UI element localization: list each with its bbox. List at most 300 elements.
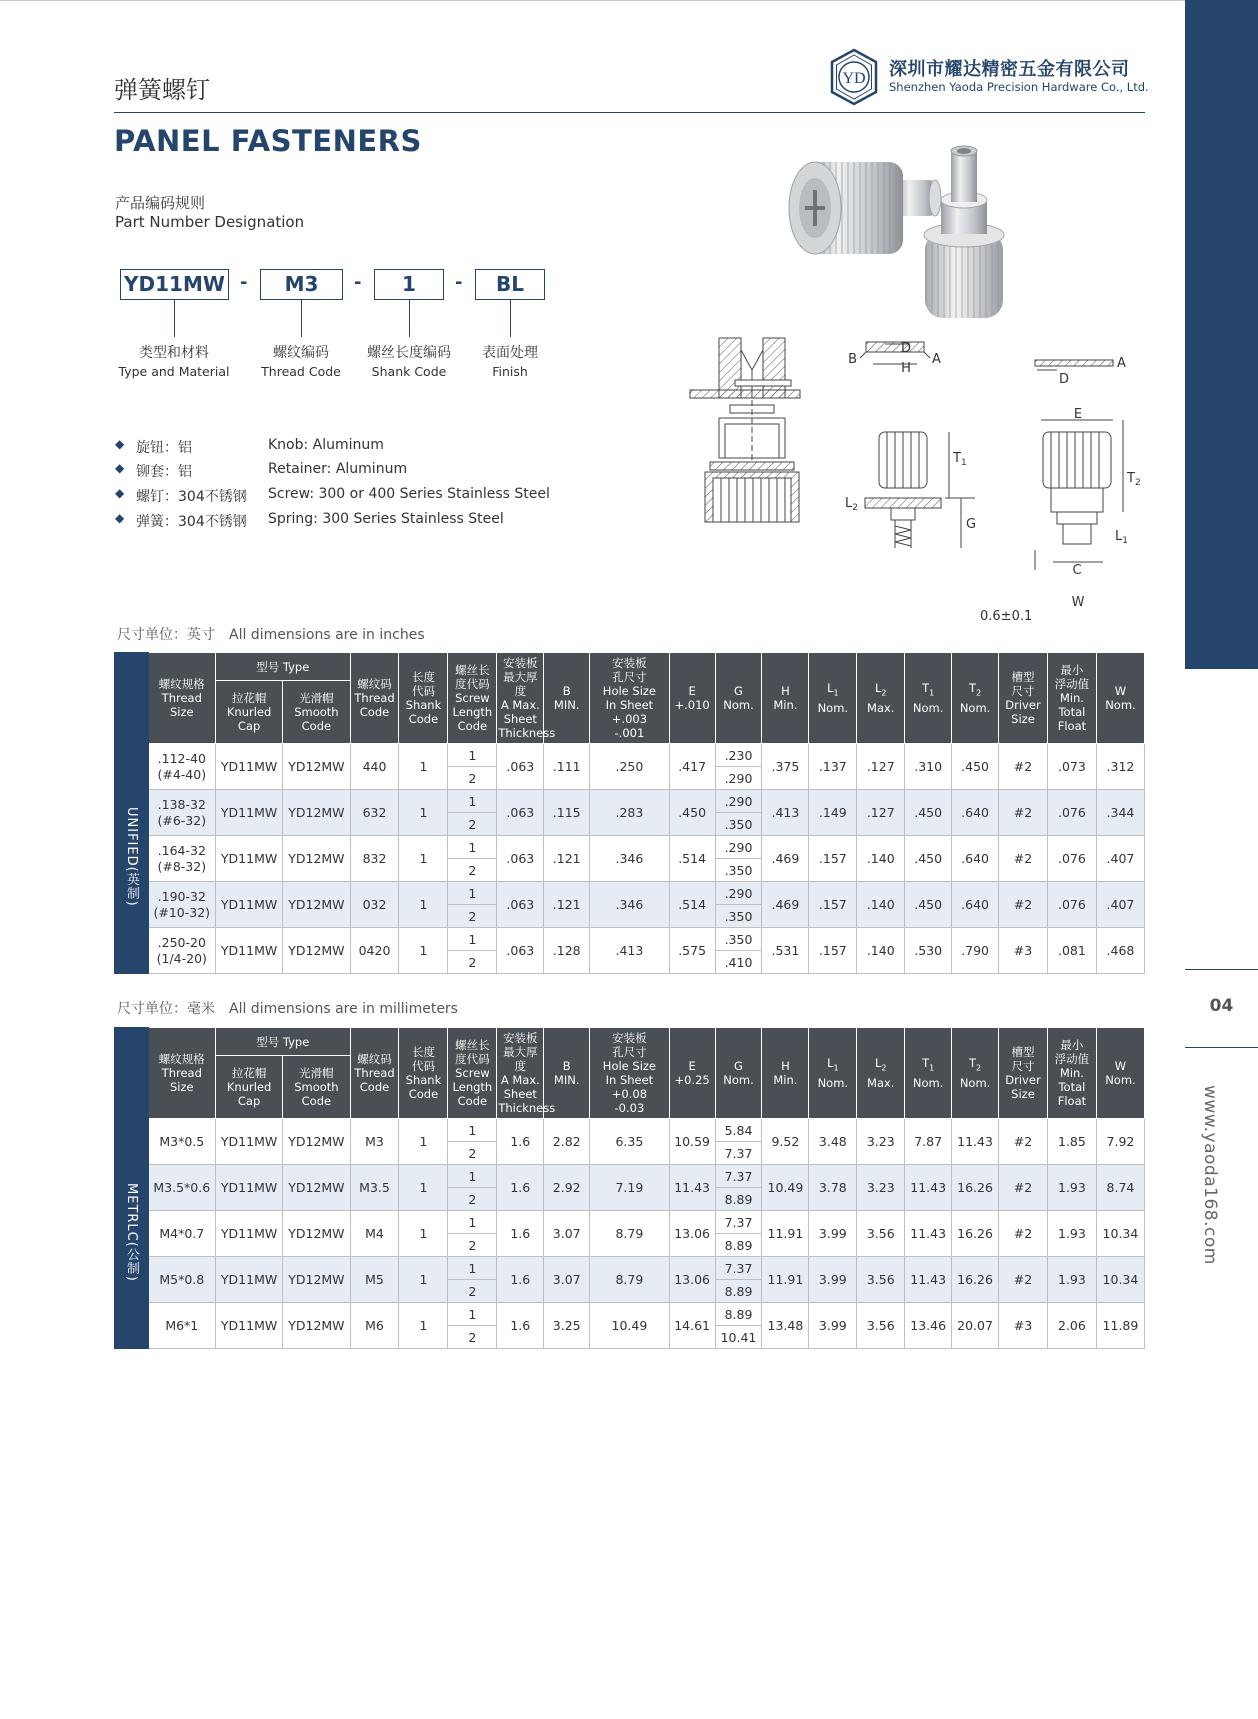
top-border (0, 0, 1258, 1)
cell-l2: 3.56 (857, 1257, 905, 1303)
code-thread: M3 (260, 269, 343, 300)
cell-w: .407 (1096, 882, 1144, 928)
cell-screw-length: 2 (448, 813, 497, 836)
cell-h: .469 (762, 836, 809, 882)
cell-shank-code: 1 (399, 744, 448, 790)
cell-l1: 3.78 (809, 1165, 857, 1211)
cell-thread-code: M6 (350, 1303, 399, 1349)
cell-sheet-thickness: 1.6 (497, 1257, 544, 1303)
cell-b: 2.82 (544, 1119, 590, 1165)
cell-screw-length: 1 (448, 744, 497, 767)
code-shank: 1 (374, 269, 444, 300)
cell-knurled-cap: YD11MW (215, 744, 282, 790)
cell-smooth-cap: YD12MW (283, 928, 350, 974)
installed-view (865, 432, 975, 548)
cell-h: 9.52 (762, 1119, 809, 1165)
metric-dimension-table (114, 1027, 1145, 1349)
cell-l2: 3.56 (857, 1211, 905, 1257)
cell-driver-size: #2 (999, 1165, 1048, 1211)
header-knurled-cap: 拉花帽 Knurled Cap (215, 1056, 282, 1119)
cell-knurled-cap: YD11MW (215, 790, 282, 836)
cell-t2: 16.26 (952, 1257, 999, 1303)
header-shank-code: 长度 代码 Shank Code (399, 653, 448, 744)
svg-text:E: E (1073, 407, 1083, 422)
cell-w: .468 (1096, 928, 1144, 974)
header-t2: $T_2$ Nom. (952, 1028, 999, 1119)
cell-l1: 3.48 (809, 1119, 857, 1165)
header-b: B MIN. (544, 1028, 590, 1119)
cell-e: .514 (669, 836, 715, 882)
svg-text:W: W (1071, 595, 1085, 610)
cell-driver-size: #2 (999, 1257, 1048, 1303)
cell-e: .417 (669, 744, 715, 790)
cell-l1: 3.99 (809, 1303, 857, 1349)
cell-g: 7.37 (715, 1211, 762, 1234)
cell-h: .375 (762, 744, 809, 790)
metric-system-label: METRLC(公制) (115, 1119, 149, 1349)
diamond-bullet-icon: ◆ (115, 511, 125, 525)
header-w: W Nom. (1096, 1028, 1144, 1119)
header-total-float: 最小 浮动值 Min. Total Float (1047, 653, 1096, 744)
cell-t1: 11.43 (905, 1165, 952, 1211)
cell-sheet-thickness: .063 (497, 928, 544, 974)
system-corner (115, 653, 149, 744)
code-leader-line (409, 300, 410, 337)
code-separator: - (240, 272, 248, 293)
cell-e: 14.61 (669, 1303, 715, 1349)
cell-g: .230 (715, 744, 762, 767)
cell-g: .410 (715, 951, 762, 974)
header-smooth-cap: 光滑帽 Smooth Code (283, 1056, 350, 1119)
cell-knurled-cap: YD11MW (215, 1165, 282, 1211)
inch-unit-label: 尺寸单位：英寸 All dimensions are in inches (117, 627, 425, 643)
cell-l1: 3.99 (809, 1211, 857, 1257)
cell-thread-size: .112-40 (#4-40) (148, 744, 215, 790)
page-number: 04 (1209, 996, 1234, 1016)
cell-shank-code: 1 (399, 790, 448, 836)
cell-t2: .640 (952, 882, 999, 928)
code-label-thread: 螺纹编码 Thread Code (261, 345, 341, 379)
cell-shank-code: 1 (399, 1211, 448, 1257)
cell-knurled-cap: YD11MW (215, 836, 282, 882)
cell-driver-size: #2 (999, 882, 1048, 928)
cell-smooth-cap: YD12MW (283, 1165, 350, 1211)
metric-unit-label: 尺寸单位：毫米 All dimensions are in millimeters (117, 1001, 458, 1017)
cell-l2: .127 (857, 744, 905, 790)
inch-system-label: UNIFIED(英制) (115, 744, 149, 974)
cell-hole-size: 7.19 (590, 1165, 670, 1211)
cell-h: .413 (762, 790, 809, 836)
svg-text:L2: $L_2$ (845, 496, 858, 513)
cell-screw-length: 1 (448, 836, 497, 859)
header-t2: $T_2$ Nom. (952, 653, 999, 744)
code-label-finish: 表面处理 Finish (482, 345, 538, 379)
header-type: 型号 Type (215, 1028, 350, 1056)
table-row (115, 836, 1145, 859)
cell-screw-length: 1 (448, 1211, 497, 1234)
cell-g: 8.89 (715, 1303, 762, 1326)
cell-thread-size: M3*0.5 (148, 1119, 215, 1165)
cell-sheet-thickness: 1.6 (497, 1303, 544, 1349)
cell-sheet-thickness: .063 (497, 744, 544, 790)
cell-h: 13.48 (762, 1303, 809, 1349)
header-e: E +.010 (669, 653, 715, 744)
cell-w: 10.34 (1096, 1257, 1144, 1303)
cell-shank-code: 1 (399, 1257, 448, 1303)
side-view (1035, 420, 1123, 570)
cell-thread-size: M6*1 (148, 1303, 215, 1349)
cell-hole-size: 10.49 (590, 1303, 670, 1349)
cell-screw-length: 2 (448, 1142, 497, 1165)
svg-text:D: D (1058, 372, 1070, 387)
cell-shank-code: 1 (399, 836, 448, 882)
svg-text:H: H (901, 361, 911, 376)
diamond-bullet-icon: ◆ (115, 437, 125, 451)
cell-b: 3.07 (544, 1257, 590, 1303)
product-photo (775, 140, 1015, 325)
header-t1: $T_1$ Nom. (905, 1028, 952, 1119)
cell-t1: .310 (905, 744, 952, 790)
cell-hole-size: 8.79 (590, 1211, 670, 1257)
cell-total-float: .081 (1047, 928, 1096, 974)
cell-screw-length: 1 (448, 1165, 497, 1188)
header-driver-size: 槽型 尺寸 Driver Size (999, 1028, 1048, 1119)
cell-h: .531 (762, 928, 809, 974)
cell-sheet-thickness: .063 (497, 882, 544, 928)
cell-l1: .137 (809, 744, 857, 790)
header-smooth-cap: 光滑帽 Smooth Code (283, 681, 350, 744)
cell-hole-size: 8.79 (590, 1257, 670, 1303)
cell-screw-length: 2 (448, 1280, 497, 1303)
cell-screw-length: 2 (448, 767, 497, 790)
code-type-material: YD11MW (120, 269, 229, 300)
cell-l1: .149 (809, 790, 857, 836)
table-row (115, 744, 1145, 767)
cell-screw-length: 2 (448, 1234, 497, 1257)
technical-drawing (685, 330, 1145, 630)
header-t1: $T_1$ Nom. (905, 653, 952, 744)
cell-t1: 11.43 (905, 1257, 952, 1303)
cell-smooth-cap: YD12MW (283, 836, 350, 882)
cell-knurled-cap: YD11MW (215, 1211, 282, 1257)
cell-shank-code: 1 (399, 882, 448, 928)
cell-driver-size: #3 (999, 928, 1048, 974)
cell-screw-length: 1 (448, 1303, 497, 1326)
svg-text:D: D (900, 341, 912, 356)
cell-thread-size: .190-32 (#10-32) (148, 882, 215, 928)
header-thread-code: 螺纹码 Thread Code (350, 1028, 399, 1119)
header-w: W Nom. (1096, 653, 1144, 744)
table-row (115, 928, 1145, 951)
table-row (115, 1211, 1145, 1234)
cell-t2: .790 (952, 928, 999, 974)
cell-g: .350 (715, 928, 762, 951)
code-separator: - (455, 272, 463, 293)
cell-total-float: 1.93 (1047, 1211, 1096, 1257)
cell-e: 13.06 (669, 1211, 715, 1257)
cell-total-float: 1.93 (1047, 1165, 1096, 1211)
cell-hole-size: 6.35 (590, 1119, 670, 1165)
header-g: G Nom. (715, 1028, 762, 1119)
svg-text:G: G (966, 517, 977, 532)
header-shank-code: 长度 代码 Shank Code (399, 1028, 448, 1119)
cell-b: .121 (544, 836, 590, 882)
cell-screw-length: 2 (448, 905, 497, 928)
section-view (690, 338, 800, 522)
cell-smooth-cap: YD12MW (283, 1257, 350, 1303)
cell-g: .350 (715, 905, 762, 928)
website-url: www.yaoda168.com (1200, 1085, 1220, 1265)
cell-b: 3.25 (544, 1303, 590, 1349)
cell-g: .290 (715, 767, 762, 790)
cell-shank-code: 1 (399, 1165, 448, 1211)
cell-thread-size: .250-20 (1/4-20) (148, 928, 215, 974)
table-row (115, 1119, 1145, 1142)
diamond-bullet-icon: ◆ (115, 461, 125, 475)
cell-b: .115 (544, 790, 590, 836)
cell-hole-size: .346 (590, 882, 670, 928)
logo-text: YD (842, 70, 866, 87)
side-labels (980, 407, 1141, 624)
cell-w: 8.74 (1096, 1165, 1144, 1211)
cell-thread-code: M4 (350, 1211, 399, 1257)
table-row (115, 1303, 1145, 1326)
cell-h: 11.91 (762, 1211, 809, 1257)
designation-title-cn: 产品编码规则 (115, 194, 206, 212)
cell-total-float: .073 (1047, 744, 1096, 790)
header-type: 型号 Type (215, 653, 350, 681)
cell-g: .290 (715, 790, 762, 813)
cell-t1: 13.46 (905, 1303, 952, 1349)
code-leader-line (510, 300, 511, 337)
cell-driver-size: #2 (999, 836, 1048, 882)
cell-shank-code: 1 (399, 1303, 448, 1349)
designation-title-en: Part Number Designation (115, 213, 305, 231)
cell-screw-length: 2 (448, 859, 497, 882)
cell-g: .290 (715, 836, 762, 859)
cell-b: .111 (544, 744, 590, 790)
table-row (115, 1165, 1145, 1188)
cell-thread-size: M3.5*0.6 (148, 1165, 215, 1211)
washer-detail (1035, 360, 1113, 370)
cell-screw-length: 1 (448, 882, 497, 905)
cell-e: 11.43 (669, 1165, 715, 1211)
cell-t2: .640 (952, 790, 999, 836)
header-h: H Min. (762, 1028, 809, 1119)
cell-t2: .450 (952, 744, 999, 790)
cell-e: .514 (669, 882, 715, 928)
cell-l2: 3.23 (857, 1165, 905, 1211)
header-thread-size: 螺纹规格 Thread Size (148, 1028, 215, 1119)
cell-hole-size: .250 (590, 744, 670, 790)
cell-h: 10.49 (762, 1165, 809, 1211)
cell-screw-length: 1 (448, 1119, 497, 1142)
company-name-en: Shenzhen Yaoda Precision Hardware Co., Ltd. (889, 80, 1149, 94)
cell-t1: 7.87 (905, 1119, 952, 1165)
cell-e: .450 (669, 790, 715, 836)
cell-smooth-cap: YD12MW (283, 882, 350, 928)
cell-t2: 11.43 (952, 1119, 999, 1165)
cell-g: 7.37 (715, 1257, 762, 1280)
cell-l1: .157 (809, 882, 857, 928)
side-rule-lower (1185, 1047, 1258, 1048)
cell-t2: 16.26 (952, 1165, 999, 1211)
side-rule-upper (1185, 969, 1258, 970)
cell-g: .350 (715, 813, 762, 836)
cell-driver-size: #2 (999, 744, 1048, 790)
header-l1: $L_1$ Nom. (809, 1028, 857, 1119)
cell-driver-size: #2 (999, 1211, 1048, 1257)
header-g: G Nom. (715, 653, 762, 744)
cell-total-float: .076 (1047, 836, 1096, 882)
cell-thread-code: 440 (350, 744, 399, 790)
cell-l2: .127 (857, 790, 905, 836)
cell-thread-code: M3 (350, 1119, 399, 1165)
code-separator: - (354, 272, 362, 293)
cell-shank-code: 1 (399, 928, 448, 974)
cell-b: .128 (544, 928, 590, 974)
svg-text:T2: $T_2$ (1127, 471, 1141, 488)
header-thread-code: 螺纹码 Thread Code (350, 653, 399, 744)
code-finish: BL (475, 269, 545, 300)
cell-g: .290 (715, 882, 762, 905)
cell-t1: 11.43 (905, 1211, 952, 1257)
table-row (115, 882, 1145, 905)
cell-screw-length: 1 (448, 928, 497, 951)
cell-screw-length: 2 (448, 1326, 497, 1349)
cell-smooth-cap: YD12MW (283, 1119, 350, 1165)
cell-driver-size: #2 (999, 790, 1048, 836)
header-hole-size: 安装板 孔尺寸 Hole Size In Sheet +0.08 -0.03 (590, 1028, 670, 1119)
cell-b: 2.92 (544, 1165, 590, 1211)
header-driver-size: 槽型 尺寸 Driver Size (999, 653, 1048, 744)
header-sheet-thickness: 安装板 最大厚度 A Max. Sheet Thickness (497, 653, 544, 744)
header-e: E +0.25 (669, 1028, 715, 1119)
header-b: B MIN. (544, 653, 590, 744)
cell-h: .469 (762, 882, 809, 928)
cell-shank-code: 1 (399, 1119, 448, 1165)
tolerance-label: 0.6±0.1 (980, 609, 1033, 624)
cell-knurled-cap: YD11MW (215, 1257, 282, 1303)
cell-smooth-cap: YD12MW (283, 1303, 350, 1349)
cell-knurled-cap: YD11MW (215, 928, 282, 974)
cell-thread-code: M5 (350, 1257, 399, 1303)
header-l1: $L_1$ Nom. (809, 653, 857, 744)
cell-g: 10.41 (715, 1326, 762, 1349)
cell-l2: .140 (857, 882, 905, 928)
system-corner (115, 1028, 149, 1119)
company-logo-icon (826, 48, 882, 106)
svg-text:T1: $T_1$ (953, 451, 967, 468)
cell-thread-size: .164-32 (#8-32) (148, 836, 215, 882)
inch-dimension-table (114, 652, 1145, 974)
cell-thread-code: M3.5 (350, 1165, 399, 1211)
cell-thread-size: M4*0.7 (148, 1211, 215, 1257)
cell-total-float: 1.85 (1047, 1119, 1096, 1165)
cell-screw-length: 1 (448, 1257, 497, 1280)
cell-sheet-thickness: 1.6 (497, 1119, 544, 1165)
cell-smooth-cap: YD12MW (283, 744, 350, 790)
header-l2: $L_2$ Max. (857, 1028, 905, 1119)
cell-g: 8.89 (715, 1234, 762, 1257)
cell-smooth-cap: YD12MW (283, 790, 350, 836)
cell-t2: 20.07 (952, 1303, 999, 1349)
cell-e: 10.59 (669, 1119, 715, 1165)
cell-g: 5.84 (715, 1119, 762, 1142)
cell-thread-code: 0420 (350, 928, 399, 974)
cell-e: 13.06 (669, 1257, 715, 1303)
cell-thread-size: M5*0.8 (148, 1257, 215, 1303)
cell-l2: 3.23 (857, 1119, 905, 1165)
svg-text:A: A (1117, 356, 1126, 371)
cell-total-float: 2.06 (1047, 1303, 1096, 1349)
cell-screw-length: 2 (448, 1188, 497, 1211)
cell-total-float: 1.93 (1047, 1257, 1096, 1303)
cell-w: .344 (1096, 790, 1144, 836)
company-name-cn: 深圳市耀达精密五金有限公司 (889, 59, 1130, 80)
cell-l2: .140 (857, 928, 905, 974)
cell-smooth-cap: YD12MW (283, 1211, 350, 1257)
cell-b: 3.07 (544, 1211, 590, 1257)
side-accent-bar (1185, 0, 1258, 669)
cell-l2: .140 (857, 836, 905, 882)
cell-driver-size: #3 (999, 1303, 1048, 1349)
cell-l1: 3.99 (809, 1257, 857, 1303)
cell-total-float: .076 (1047, 790, 1096, 836)
table-row (115, 1257, 1145, 1280)
category-title: 弹簧螺钉 (114, 76, 210, 104)
cell-total-float: .076 (1047, 882, 1096, 928)
cell-sheet-thickness: .063 (497, 790, 544, 836)
cell-w: .407 (1096, 836, 1144, 882)
cell-knurled-cap: YD11MW (215, 882, 282, 928)
cell-knurled-cap: YD11MW (215, 1119, 282, 1165)
cell-w: .312 (1096, 744, 1144, 790)
cell-h: 11.91 (762, 1257, 809, 1303)
cell-g: 8.89 (715, 1188, 762, 1211)
cell-w: 10.34 (1096, 1211, 1144, 1257)
cell-e: .575 (669, 928, 715, 974)
header-hole-size: 安装板 孔尺寸 Hole Size In Sheet +.003 -.001 (590, 653, 670, 744)
header-screw-length: 螺丝长 度代码 Screw Length Code (448, 1028, 497, 1119)
header-total-float: 最小 浮动值 Min. Total Float (1047, 1028, 1096, 1119)
cell-w: 7.92 (1096, 1119, 1144, 1165)
cell-g: .350 (715, 859, 762, 882)
code-leader-line (301, 300, 302, 337)
svg-text:C: C (1072, 563, 1082, 578)
cell-thread-code: 632 (350, 790, 399, 836)
cell-w: 11.89 (1096, 1303, 1144, 1349)
cell-thread-code: 032 (350, 882, 399, 928)
cell-t2: 16.26 (952, 1211, 999, 1257)
retainer-detail (860, 342, 930, 364)
cell-t2: .640 (952, 836, 999, 882)
cell-l1: .157 (809, 836, 857, 882)
cell-knurled-cap: YD11MW (215, 1303, 282, 1349)
header-rule (114, 112, 1145, 113)
code-label-shank: 螺丝长度编码 Shank Code (367, 345, 451, 379)
header-sheet-thickness: 安装板 最大厚度 A Max. Sheet Thickness (497, 1028, 544, 1119)
cell-thread-size: .138-32 (#6-32) (148, 790, 215, 836)
cell-g: 8.89 (715, 1280, 762, 1303)
header-screw-length: 螺丝长 度代码 Screw Length Code (448, 653, 497, 744)
cell-t1: .450 (905, 836, 952, 882)
cell-t1: .530 (905, 928, 952, 974)
table-row (115, 790, 1145, 813)
code-leader-line (174, 300, 175, 337)
svg-text:A: A (932, 352, 941, 367)
cell-l2: 3.56 (857, 1303, 905, 1349)
